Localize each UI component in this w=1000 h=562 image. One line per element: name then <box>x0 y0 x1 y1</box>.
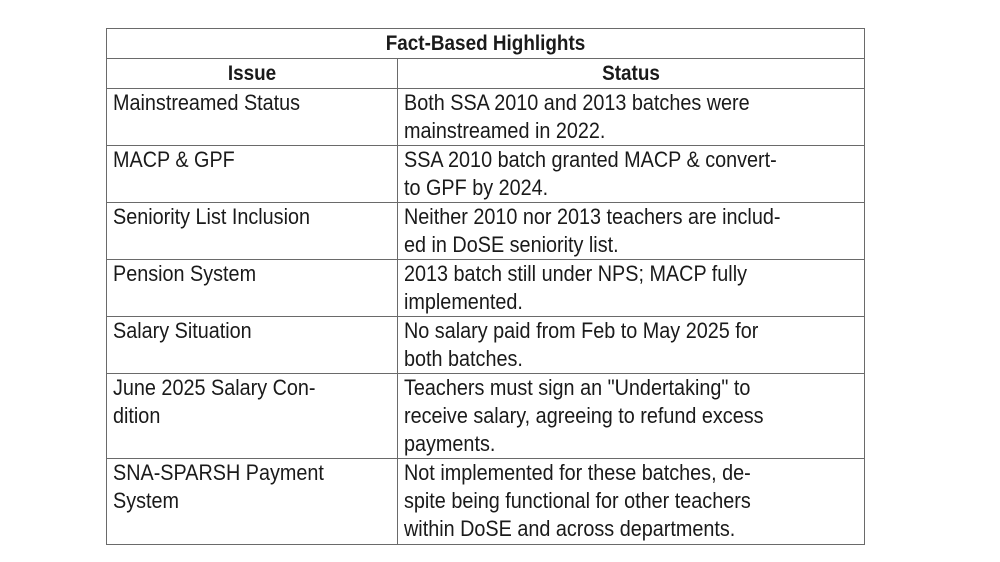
table-row <box>107 146 865 203</box>
issue-text: Salary Situation <box>113 318 252 343</box>
header-issue <box>107 59 398 89</box>
header-status <box>398 59 865 89</box>
issue-text: MACP & GPF <box>113 147 235 172</box>
issue-text: June 2025 Salary Con- dition <box>113 375 316 428</box>
issue-cell <box>107 317 398 374</box>
issue-cell <box>107 203 398 260</box>
status-cell <box>398 374 865 459</box>
issue-cell <box>107 374 398 459</box>
issue-text: Seniority List Inclusion <box>113 204 311 229</box>
table-header-row <box>107 59 865 89</box>
table-row <box>107 89 865 146</box>
status-text: Both SSA 2010 and 2013 batches were mainstreamed in 2022. <box>404 90 750 143</box>
issue-cell <box>107 459 398 545</box>
status-text: SSA 2010 batch granted MACP & convert- to GPF by 2024. <box>404 147 777 200</box>
issue-text: SNA-SPARSH Payment System <box>113 460 324 513</box>
status-cell <box>398 146 865 203</box>
status-cell <box>398 260 865 317</box>
table-title-text: Fact-Based Highlights <box>385 32 586 55</box>
issue-text: Mainstreamed Status <box>113 90 301 115</box>
header-status-text: Status <box>602 62 660 85</box>
status-cell <box>398 89 865 146</box>
table-title-row <box>107 29 865 59</box>
fact-table-container <box>106 28 864 545</box>
issue-cell <box>107 146 398 203</box>
status-text: Not implemented for these batches, de- spite being functional for other teachers within DoSE and across departments. <box>404 460 751 541</box>
fact-based-highlights-table <box>106 28 865 545</box>
status-text: No salary paid from Feb to May 2025 for both batches. <box>404 318 759 371</box>
issue-text: Pension System <box>113 261 257 286</box>
status-cell <box>398 203 865 260</box>
table-row <box>107 374 865 459</box>
table-row <box>107 317 865 374</box>
status-text: Neither 2010 nor 2013 teachers are includ- ed in DoSE seniority list. <box>404 204 781 257</box>
table-row <box>107 203 865 260</box>
status-cell <box>398 317 865 374</box>
status-text: 2013 batch still under NPS; MACP fully implemented. <box>404 261 748 314</box>
header-issue-text: Issue <box>227 62 277 85</box>
issue-cell <box>107 89 398 146</box>
status-cell <box>398 459 865 545</box>
table-row <box>107 459 865 545</box>
status-text: Teachers must sign an "Undertaking" to receive salary, agreeing to refund excess payments. <box>404 375 764 456</box>
issue-cell <box>107 260 398 317</box>
table-row <box>107 260 865 317</box>
table-title <box>107 29 865 59</box>
